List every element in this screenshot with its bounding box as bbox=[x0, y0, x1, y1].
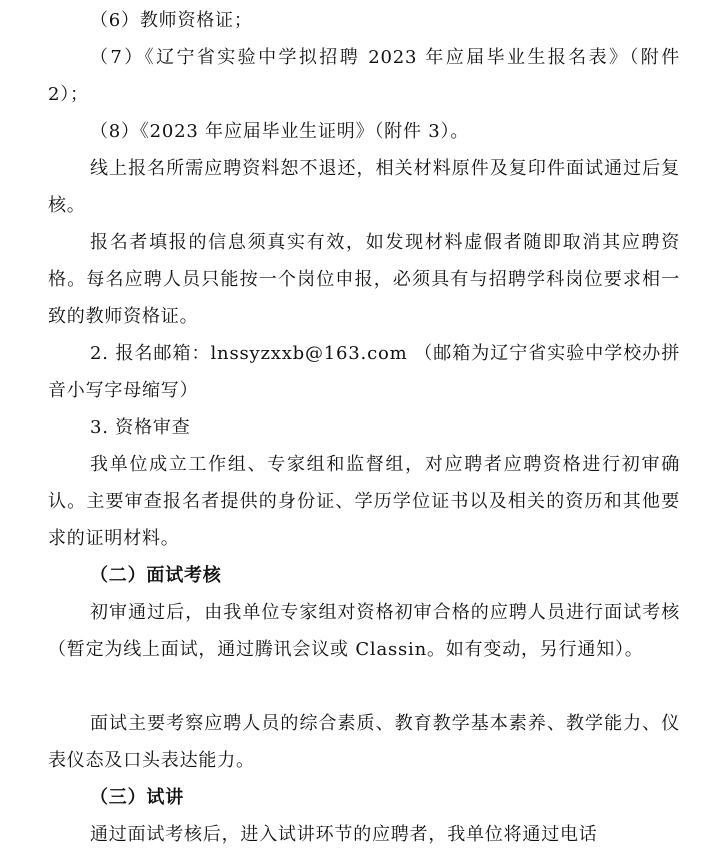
paragraph-interview-content: 面试主要考察应聘人员的综合素质、教育教学基本素养、教学能力、仪表仪态及口头表达能力。 bbox=[48, 713, 680, 771]
section-heading-interview: （二）面试考核 bbox=[90, 565, 222, 586]
list-item-6: （6）教师资格证； bbox=[90, 10, 253, 31]
paragraph-email: 2. 报名邮箱：lnssyzxxb@163.com （邮箱为辽宁省实验中学校办拼音小写字母缩写） bbox=[48, 343, 680, 401]
paragraph-review-process: 我单位成立工作组、专家组和监督组，对应聘者应聘资格进行初审确认。主要审查报名者提供的身份证、学历学位证书以及相关的资历和其他要求的证明材料。 bbox=[48, 454, 680, 549]
paragraph-interview: 初审通过后，由我单位专家组对资格初审合格的应聘人员进行面试考核（暂定为线上面试，通过腾讯会议或 Classin。如有变动，另行通知）。 bbox=[48, 602, 680, 660]
paragraph-trial-lecture: 通过面试考核后，进入试讲环节的应聘者，我单位将通过电话 bbox=[90, 824, 598, 845]
list-item-8: （8）《2023 年应届毕业生证明》（附件 3）。 bbox=[90, 121, 470, 142]
list-item-7: （7）《辽宁省实验中学拟招聘 2023 年应届毕业生报名表》（附件 2）； bbox=[48, 47, 680, 105]
section-heading-trial-lecture: （三）试讲 bbox=[90, 787, 184, 808]
paragraph-authenticity: 报名者填报的信息须真实有效，如发现材料虚假者随即取消其应聘资格。每名应聘人员只能按一个岗位申报，必须具有与招聘学科岗位要求相一致的教师资格证。 bbox=[48, 232, 680, 327]
paragraph-materials-note: 线上报名所需应聘资料恕不退还，相关材料原件及复印件面试通过后复核。 bbox=[48, 158, 680, 216]
subheading-qualification-review: 3. 资格审查 bbox=[90, 417, 191, 438]
